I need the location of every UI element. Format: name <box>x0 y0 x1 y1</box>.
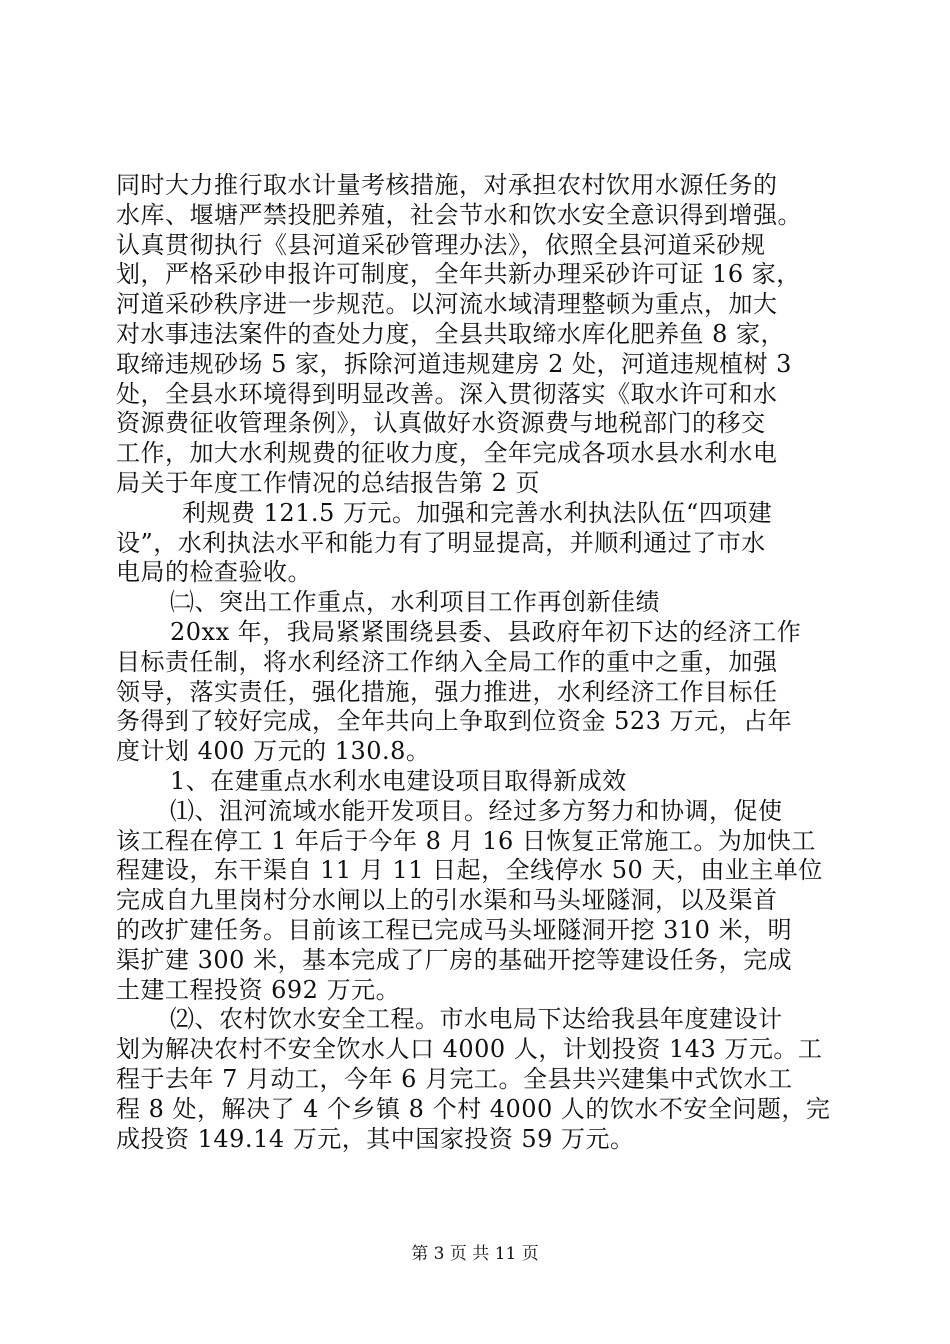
text-line: 工作，加大水利规费的征收力度，全年完成各项水县水利水电 <box>116 439 778 468</box>
text-line: 程建设，东干渠自 11 月 11 日起，全线停水 50 天，由业主单位 <box>116 856 823 885</box>
text-line: 取缔违规砂场 5 家，拆除河道违规建房 2 处，河道违规植树 3 <box>116 349 792 378</box>
text-line: 河道采砂秩序进一步规范。以河流水域清理整顿为重点，加大 <box>116 290 778 319</box>
text-line: 划，严格采砂申报许可制度，全年共新办理采砂许可证 16 家， <box>116 260 801 289</box>
text-line: 水库、堰塘严禁投肥养殖，社会节水和饮水安全意识得到增强。 <box>116 200 802 229</box>
text-line: 领导，落实责任，强化措施，强力推进，水利经济工作目标任 <box>116 677 778 706</box>
text-line: ⑴、沮河流域水能开发项目。经过多方努力和协调，促使 <box>170 796 783 825</box>
text-line: 认真贯彻执行《县河道采砂管理办法》，依照全县河道采砂规 <box>116 230 766 259</box>
subsection-heading: 1、在建重点水利水电建设项目取得新成效 <box>170 766 627 795</box>
text-line: 该工程在停工 1 年后于今年 8 月 16 日恢复正常施工。为加快工 <box>116 826 816 855</box>
text-line: 资源费征收管理条例》，认真做好水资源费与地税部门的移交 <box>116 409 766 438</box>
text-line: 同时大力推行取水计量考核措施，对承担农村饮用水源任务的 <box>116 171 778 199</box>
text-line: 设”，水利执法水平和能力有了明显提高，并顺利通过了市水 <box>116 528 766 557</box>
text-line: 完成自九里岗村分水闸以上的引水渠和马头垭隧洞，以及渠首 <box>116 886 778 915</box>
document-body <box>116 171 836 1154</box>
text-line: 电局的检查验收。 <box>116 558 312 587</box>
text-line: 务得到了较好完成，全年共向上争取到位资金 523 万元，占年 <box>116 707 793 736</box>
text-line: 局关于年度工作情况的总结报告第 2 页 <box>116 468 541 497</box>
text-line: 渠扩建 300 米，基本完成了厂房的基础开挖等建设任务，完成 <box>116 945 793 974</box>
text-line: 程于去年 7 月动工，今年 6 月完工。全县共兴建集中式饮水工 <box>116 1064 793 1093</box>
text-line: 成投资 149.14 万元，其中国家投资 59 万元。 <box>116 1124 635 1153</box>
page-footer: 第 3 页 共 11 页 <box>411 1244 539 1264</box>
text-line: 土建工程投资 692 万元。 <box>116 975 401 1004</box>
text-line: 度计划 400 万元的 130.8。 <box>116 737 431 766</box>
text-line: 的改扩建任务。目前该工程已完成马头垭隧洞开挖 310 米，明 <box>116 915 793 944</box>
text-line: 对水事违法案件的查处力度，全县共取缔水库化肥养鱼 8 家， <box>116 319 786 348</box>
section-heading: ㈡、突出工作重点，水利项目工作再创新佳绩 <box>170 588 660 617</box>
text-line: 程 8 处，解决了 4 个乡镇 8 个村 4000 人的饮水不安全问题，完 <box>116 1094 831 1123</box>
text-line: 划为解决农村不安全饮水人口 4000 人，计划投资 143 万元。工 <box>116 1035 823 1064</box>
text-line: 利规费 121.5 万元。加强和完善水利执法队伍“四项建 <box>182 498 773 527</box>
text-line: ⑵、农村饮水安全工程。市水电局下达给我县年度建设计 <box>170 1005 783 1034</box>
text-line: 处，全县水环境得到明显改善。深入贯彻落实《取水许可和水 <box>116 379 778 408</box>
text-line: 目标责任制，将水利经济工作纳入全局工作的重中之重，加强 <box>116 647 778 676</box>
text-line: 20xx 年，我局紧紧围绕县委、县政府年初下达的经济工作 <box>170 617 802 646</box>
